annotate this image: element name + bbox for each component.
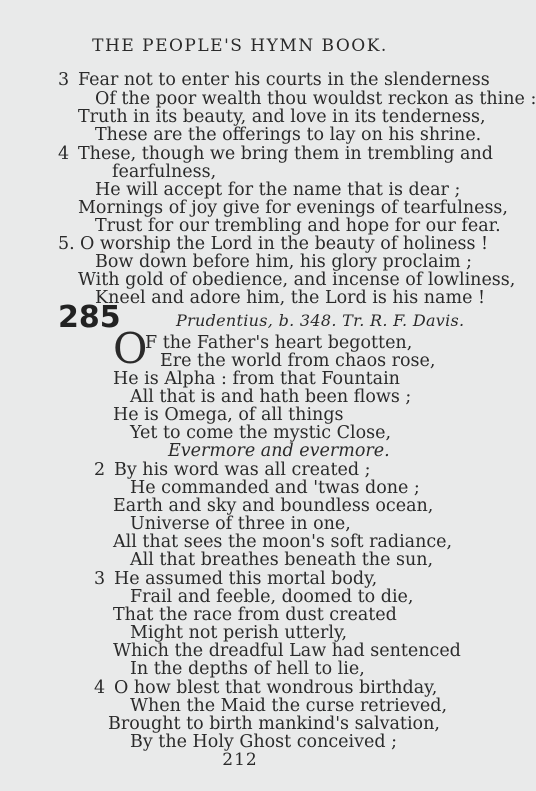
hymn-attribution: Prudentius, b. 348. Tr. R. F. Davis. <box>176 311 465 330</box>
verse-line: He is Omega, of all things <box>113 405 344 425</box>
verse-line: Yet to come the mystic Close, <box>130 423 392 443</box>
verse-line: All that sees the moon's soft radiance, <box>113 532 453 552</box>
verse-line: When the Maid the curse retrieved, <box>130 696 448 716</box>
verse-line: These are the offerings to lay on his shrine. <box>95 125 482 145</box>
verse-line: These, though we bring them in trembling and <box>78 144 493 164</box>
verse-line: Universe of three in one, <box>130 514 351 534</box>
verse-line: All that breathes beneath the sun, <box>130 550 434 570</box>
verse-line: O worship the Lord in the beauty of holiness ! <box>80 234 489 254</box>
verse-number: 3 <box>58 70 70 90</box>
running-head: THE PEOPLE'S HYMN BOOK. <box>92 36 388 56</box>
verse-line: With gold of obedience, and incense of lowliness, <box>78 270 516 290</box>
verse-line: That the race from dust created <box>113 605 397 625</box>
verse-number: 4 <box>94 678 106 698</box>
verse-line: F the Father's heart begotten, <box>145 333 413 353</box>
refrain-line: Evermore and evermore. <box>168 441 390 461</box>
verse-line: He will accept for the name that is dear ; <box>95 180 461 200</box>
verse-line: Which the dreadful Law had sentenced <box>113 641 461 661</box>
hymn-number: 285 <box>58 300 121 335</box>
verse-line: He assumed this mortal body, <box>114 569 378 589</box>
verse-line: O how blest that wondrous birthday, <box>114 678 438 698</box>
verse-line: Earth and sky and boundless ocean, <box>113 496 434 516</box>
verse-line: By his word was all created ; <box>114 460 371 480</box>
verse-line: fearfulness, <box>112 162 217 182</box>
verse-line: Kneel and adore him, the Lord is his name ! <box>95 288 486 308</box>
verse-line: Frail and feeble, doomed to die, <box>130 587 414 607</box>
verse-line: Mornings of joy give for evenings of tearfulness, <box>78 198 508 218</box>
drop-cap: O <box>113 324 148 373</box>
verse-line: Truth in its beauty, and love in its tenderness, <box>78 107 486 127</box>
verse-line: All that is and hath been flows ; <box>130 387 412 407</box>
verse-line: In the depths of hell to lie, <box>130 659 365 679</box>
verse-number: 4 <box>58 144 70 164</box>
verse-line: Ere the world from chaos rose, <box>160 351 436 371</box>
verse-line: He commanded and 'twas done ; <box>130 478 420 498</box>
verse-number: 5. <box>58 234 75 254</box>
verse-line: By the Holy Ghost conceived ; <box>130 732 398 752</box>
verse-line: Brought to birth mankind's salvation, <box>108 714 440 734</box>
verse-line: Might not perish utterly, <box>130 623 348 643</box>
verse-number: 2 <box>94 460 106 480</box>
verse-line: Bow down before him, his glory proclaim ; <box>95 252 473 272</box>
verse-line: Trust for our trembling and hope for our fear. <box>95 216 501 236</box>
verse-line: Fear not to enter his courts in the slenderness <box>78 70 490 90</box>
verse-line: Of the poor wealth thou wouldst reckon as thine : <box>95 89 536 109</box>
verse-number: 3 <box>94 569 106 589</box>
page-number: 212 <box>222 750 258 770</box>
verse-line: He is Alpha : from that Fountain <box>113 369 400 389</box>
